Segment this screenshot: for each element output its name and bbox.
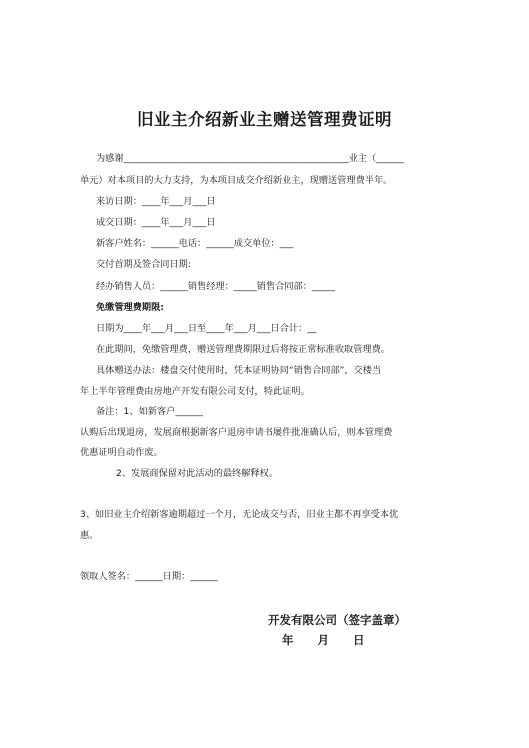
company-seal-line: 开发有限公司（签字盖章） [268, 613, 406, 627]
remarks-line-2: 认购后出现退房，发展商根据新客户退房申请书屡件批准确认后，则本管理费 [80, 427, 393, 438]
page-title: 旧业主介绍新业主赠送管理费证明 [137, 110, 392, 129]
intro-line-2: 单元）对本项目的大力支持，为本项目成交介绍新业主，现赠送管理费半年。 [80, 175, 393, 186]
waiver-period: 日期为____年___月___日至____年___月___日合计：__ [96, 323, 317, 334]
sales-staff-field: 经办销售人员：______销售经理：_____销售合同部：_____ [96, 281, 335, 292]
method-line-2: 年上半年管理费由房地产开发有限公司支付，特此证明。 [80, 386, 310, 397]
clause-3-line-1: 3、如旧业主介绍新客逾期超过一个月，无论成交与否，旧业主都不再享受本优 [80, 509, 399, 520]
deal-date-field: 成交日期：____年___月___日 [96, 217, 216, 228]
clause-3-line-2: 惠。 [80, 530, 99, 541]
signature-date-line: 年 月 日 [282, 633, 365, 647]
remarks-line-1: 备注：1、如新客户______ [96, 406, 203, 417]
visit-date-field: 来访日期：____年___月___日 [96, 196, 216, 207]
remarks-line-3: 优惠证明自动作废。 [80, 447, 163, 458]
waiver-note: 在此期间，免缴管理费，赠送管理费期限过后将按正常标准收取管理费。 [96, 344, 390, 355]
new-customer-field: 新客户姓名：______电话：______成交单位：___ [96, 238, 294, 249]
recipient-signature-line: 领取人签名：______日期：______ [80, 571, 218, 582]
payment-date-field: 交付首期及签合同日期: [96, 259, 191, 270]
waiver-heading: 免缴管理费期限: [96, 302, 164, 313]
method-line-1: 具体赠送办法：楼盘交付使用时，凭本证明协同“销售合同部”，交楼当 [96, 365, 382, 376]
intro-line-1: 为感谢_________________________________________________业主（______ [96, 153, 404, 164]
remarks-line-4: 2、发展商保留对此活动的最终解释权。 [116, 468, 279, 479]
